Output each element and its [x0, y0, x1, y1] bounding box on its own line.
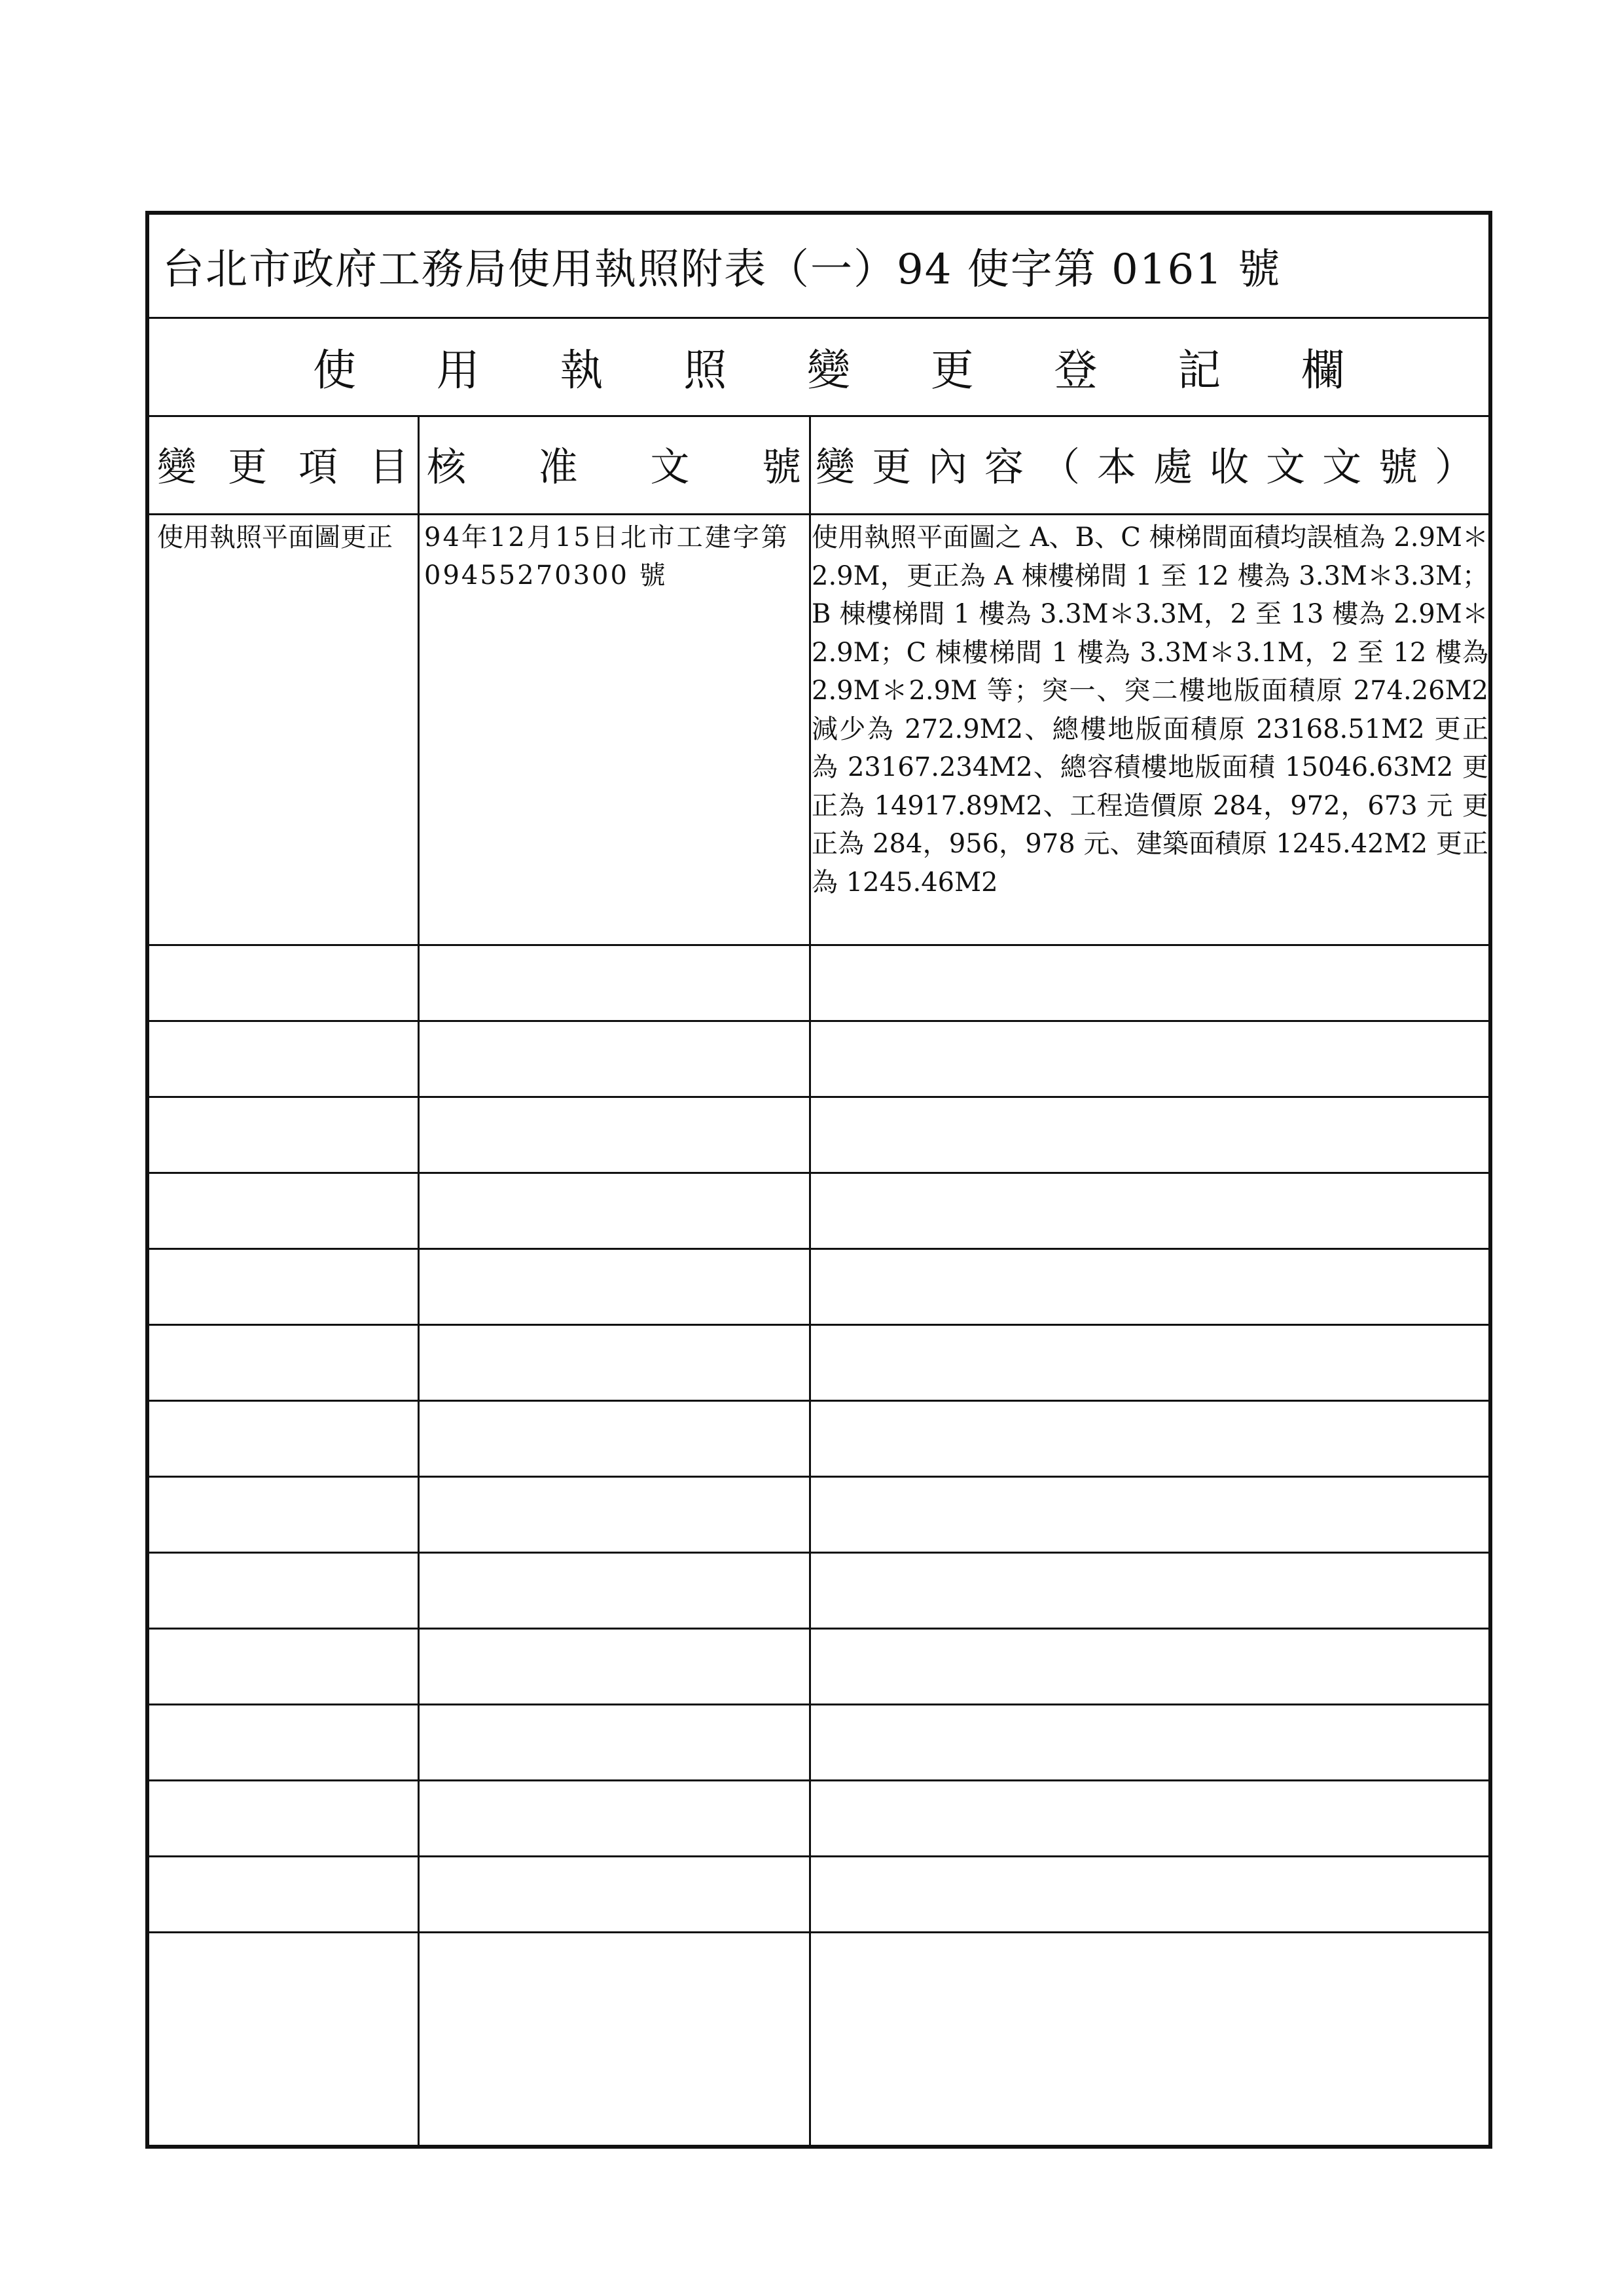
header-char: 目 — [369, 445, 408, 490]
header-approval-number — [427, 415, 805, 513]
subtitle-char: 欄 — [1301, 344, 1344, 395]
subtitle-char: 執 — [560, 344, 603, 395]
divider — [149, 1096, 1488, 1098]
divider — [149, 1552, 1488, 1554]
license-change-form — [145, 211, 1492, 2149]
subtitle-char: 照 — [683, 344, 727, 395]
divider — [149, 1704, 1488, 1705]
form-subtitle — [149, 317, 1488, 415]
header-char: 號 — [761, 445, 801, 490]
subtitle-char: 變 — [807, 344, 850, 395]
header-char: 項 — [298, 445, 338, 490]
divider — [149, 1779, 1488, 1781]
subtitle-char: 用 — [436, 344, 480, 395]
divider — [149, 513, 1488, 515]
divider — [149, 1400, 1488, 1402]
header-char: 准 — [538, 445, 578, 490]
divider — [149, 1931, 1488, 1933]
divider — [149, 1248, 1488, 1250]
column-divider — [418, 415, 420, 2145]
header-char: 變 — [157, 445, 196, 490]
divider — [149, 1324, 1488, 1326]
entry-change-content: 使用執照平面圖之 A、B、C 棟梯間面積均誤植為 2.9M＊2.9M，更正為 A 棟樓梯間 1 至 12 樓為 3.3M＊3.3M；B 棟樓梯間 1 樓為 3.3M＊3.3M，2 至 13 樓為 2.9M＊2.9M；C 棟樓梯間 1 樓為 3.3M＊3.1M，2 至 12 樓為 2.9M＊2.9M 等；突一、突二樓地版面積原 274.26M2 減少為 272.9M2、總樓地版面積原 23168.51M2 更正為 23167.234M2、總容積樓地版面積 15046.63M2 更正為 14917.89M2、工程造價原 284，972，673 元 更正為 284，956，978 元、建築面積原 1245.42M2 更正為 1245.46M2 — [812, 522, 1488, 898]
divider — [149, 944, 1488, 946]
divider — [149, 1020, 1488, 1022]
divider — [149, 1855, 1488, 1857]
column-divider — [809, 415, 811, 2145]
divider — [149, 1172, 1488, 1174]
entry-change-item: 使用執照平面圖更正 — [157, 522, 393, 553]
subtitle-char: 使 — [313, 344, 356, 395]
header-char: 核 — [427, 445, 466, 490]
subtitle-char: 記 — [1178, 344, 1221, 395]
subtitle-char: 登 — [1054, 344, 1098, 395]
header-char: 文 — [650, 445, 690, 490]
header-char: 更 — [228, 445, 267, 490]
header-change-content: 變更內容（本處收文文號） — [816, 445, 1491, 490]
divider — [149, 1476, 1488, 1478]
header-change-item — [157, 415, 414, 513]
entry-approval-number: 94年12月15日北市工建字第 09455270300 號 — [424, 522, 789, 591]
divider — [149, 1628, 1488, 1630]
form-title: 台北市政府工務局使用執照附表（一）94 使字第 0161 號 — [162, 246, 1282, 294]
subtitle-char: 更 — [930, 344, 974, 395]
